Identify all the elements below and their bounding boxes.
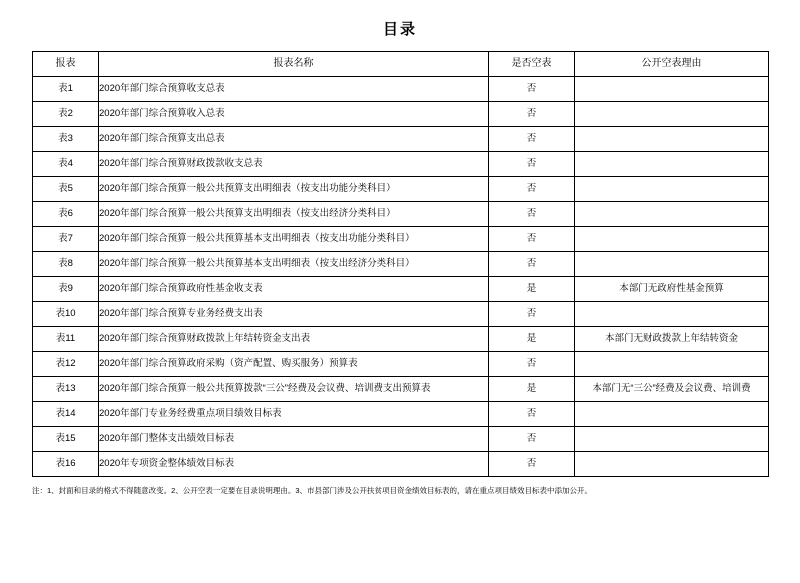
table-row [33, 277, 769, 302]
cell-empty: 否 [489, 452, 575, 477]
cell-name: 2020年部门综合预算一般公共预算支出明细表（按支出经济分类科目） [99, 202, 489, 227]
cell-reason [575, 177, 769, 202]
column-header-reason: 公开空表理由 [575, 52, 769, 77]
table-row [33, 102, 769, 127]
table-row [33, 252, 769, 277]
cell-reason [575, 102, 769, 127]
cell-empty: 是 [489, 277, 575, 302]
column-header-empty: 是否空表 [489, 52, 575, 77]
cell-name: 2020年部门综合预算支出总表 [99, 127, 489, 152]
catalog-table [32, 51, 769, 477]
cell-empty: 否 [489, 202, 575, 227]
cell-empty: 是 [489, 327, 575, 352]
cell-name: 2020年部门综合预算一般公共预算拨款“三公”经费及会议费、培训费支出预算表 [99, 377, 489, 402]
cell-no: 表5 [33, 177, 99, 202]
cell-no: 表16 [33, 452, 99, 477]
cell-reason [575, 302, 769, 327]
cell-empty: 否 [489, 152, 575, 177]
table-row [33, 227, 769, 252]
cell-no: 表7 [33, 227, 99, 252]
cell-name: 2020年部门综合预算一般公共预算支出明细表（按支出功能分类科目） [99, 177, 489, 202]
cell-reason [575, 252, 769, 277]
table-row [33, 377, 769, 402]
table-row [33, 127, 769, 152]
table-row [33, 177, 769, 202]
cell-no: 表8 [33, 252, 99, 277]
catalog-table-wrapper [32, 51, 768, 477]
cell-reason [575, 452, 769, 477]
footnote: 注：1、封面和目录的格式不得随意改变。2、公开空表一定要在目录说明理由。3、市县部门涉及公开扶贫项目资金绩效目标表的，请在重点项目绩效目标表中添加公开。 [32, 486, 593, 495]
cell-no: 表15 [33, 427, 99, 452]
cell-empty: 否 [489, 127, 575, 152]
cell-empty: 否 [489, 227, 575, 252]
cell-reason [575, 152, 769, 177]
cell-name: 2020年部门综合预算财政拨款收支总表 [99, 152, 489, 177]
cell-empty: 否 [489, 252, 575, 277]
cell-empty: 否 [489, 402, 575, 427]
table-row [33, 427, 769, 452]
cell-no: 表1 [33, 77, 99, 102]
cell-name: 2020年部门综合预算财政拨款上年结转资金支出表 [99, 327, 489, 352]
table-row [33, 202, 769, 227]
cell-no: 表13 [33, 377, 99, 402]
cell-empty: 否 [489, 102, 575, 127]
column-header-no: 报表 [33, 52, 99, 77]
cell-reason: 本部门无财政拨款上年结转资金 [575, 327, 769, 352]
cell-no: 表10 [33, 302, 99, 327]
cell-reason: 本部门无政府性基金预算 [575, 277, 769, 302]
cell-no: 表11 [33, 327, 99, 352]
cell-reason [575, 402, 769, 427]
cell-no: 表14 [33, 402, 99, 427]
cell-reason [575, 427, 769, 452]
cell-name: 2020年部门综合预算一般公共预算基本支出明细表（按支出功能分类科目） [99, 227, 489, 252]
cell-reason [575, 202, 769, 227]
cell-reason [575, 127, 769, 152]
cell-name: 2020年部门整体支出绩效目标表 [99, 427, 489, 452]
table-row [33, 77, 769, 102]
cell-name: 2020年部门综合预算专业务经费支出表 [99, 302, 489, 327]
cell-no: 表2 [33, 102, 99, 127]
cell-empty: 否 [489, 177, 575, 202]
cell-no: 表9 [33, 277, 99, 302]
table-row [33, 152, 769, 177]
cell-reason [575, 77, 769, 102]
cell-name: 2020年专项资金整体绩效目标表 [99, 452, 489, 477]
table-row [33, 302, 769, 327]
cell-empty: 否 [489, 302, 575, 327]
table-body [33, 77, 769, 477]
cell-name: 2020年部门综合预算收入总表 [99, 102, 489, 127]
cell-name: 2020年部门综合预算一般公共预算基本支出明细表（按支出经济分类科目） [99, 252, 489, 277]
cell-reason [575, 352, 769, 377]
cell-empty: 是 [489, 377, 575, 402]
cell-reason: 本部门无“三公”经费及会议费、培训费 [575, 377, 769, 402]
table-row [33, 352, 769, 377]
table-header-row [33, 52, 769, 77]
cell-name: 2020年部门专业务经费重点项目绩效目标表 [99, 402, 489, 427]
table-row [33, 402, 769, 427]
table-row [33, 327, 769, 352]
cell-no: 表3 [33, 127, 99, 152]
document-page [0, 18, 800, 583]
cell-reason [575, 227, 769, 252]
cell-empty: 否 [489, 427, 575, 452]
cell-name: 2020年部门综合预算政府采购（资产配置、购买服务）预算表 [99, 352, 489, 377]
cell-empty: 否 [489, 77, 575, 102]
table-row [33, 452, 769, 477]
table-header [33, 52, 769, 77]
cell-name: 2020年部门综合预算政府性基金收支表 [99, 277, 489, 302]
cell-empty: 否 [489, 352, 575, 377]
cell-no: 表4 [33, 152, 99, 177]
cell-no: 表6 [33, 202, 99, 227]
cell-name: 2020年部门综合预算收支总表 [99, 77, 489, 102]
page-title: 目录 [382, 20, 417, 38]
column-header-name: 报表名称 [99, 52, 489, 77]
cell-no: 表12 [33, 352, 99, 377]
